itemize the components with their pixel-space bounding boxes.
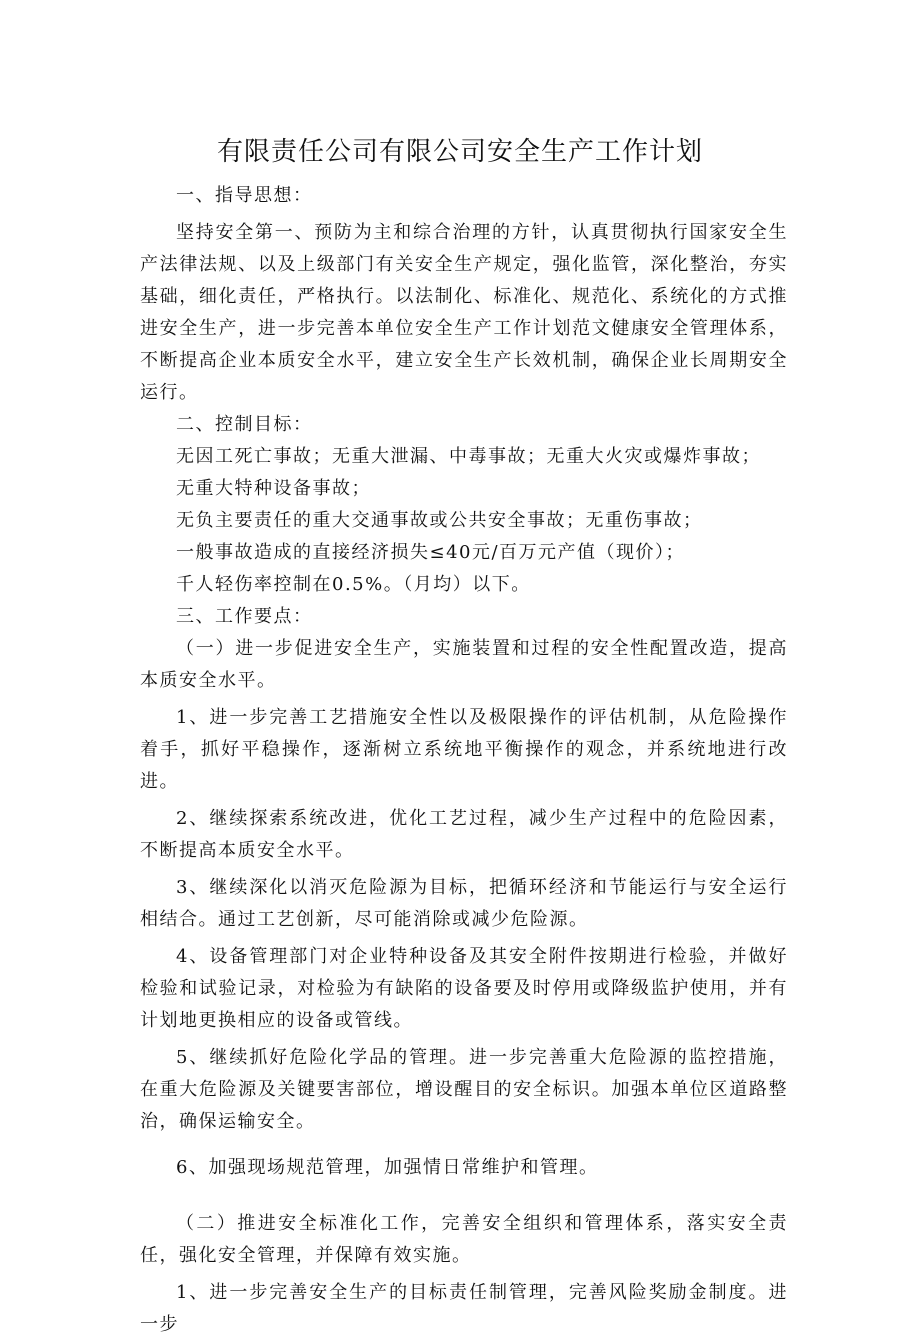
target-item: 无重大特种设备事故； xyxy=(176,478,371,499)
work-point-item: 5、继续抓好危险化学品的管理。进一步完善重大危险源的监控措施，在重大危险源及关键要害部位，增设醒目的安全标识。加强本单位区道路整治，确保运输安全。 xyxy=(140,1047,788,1132)
section-heading-guiding-ideology: 一、指导思想： xyxy=(176,185,313,206)
target-item: 一般事故造成的直接经济损失≤40元/百万元产值（现价）； xyxy=(176,542,686,563)
subsection-heading-1: （一）进一步促进安全生产，实施装置和过程的安全性配置改造，提高本质安全水平。 xyxy=(140,638,788,691)
subsection-heading-2: （二）推进安全标准化工作，完善安全组织和管理体系，落实安全责任，强化安全管理，并保障有效实施。 xyxy=(140,1213,788,1266)
target-item: 千人轻伤率控制在0.5%。（月均）以下。 xyxy=(176,574,531,595)
work-point-item: 1、进一步完善安全生产的目标责任制管理，完善风险奖励金制度。进一步 xyxy=(140,1282,788,1335)
work-point-item: 2、继续探索系统改进，优化工艺过程，减少生产过程中的危险因素，不断提高本质安全水平。 xyxy=(140,808,788,861)
target-item: 无因工死亡事故；无重大泄漏、中毒事故；无重大火灾或爆炸事故； xyxy=(176,446,761,467)
work-point-item: 4、设备管理部门对企业特种设备及其安全附件按期进行检验，并做好检验和试验记录，对检验为有缺陷的设备要及时停用或降级监护使用，并有计划地更换相应的设备或管线。 xyxy=(140,946,788,1031)
document-body xyxy=(140,180,788,1341)
document-title: 有限责任公司有限公司安全生产工作计划 xyxy=(216,137,703,167)
work-point-item: 1、进一步完善工艺措施安全性以及极限操作的评估机制，从危险操作着手，抓好平稳操作，逐渐树立系统地平衡操作的观念，并系统地进行改进。 xyxy=(140,707,788,792)
section-heading-work-points: 三、工作要点： xyxy=(176,606,313,627)
section-heading-control-targets: 二、控制目标： xyxy=(176,414,313,435)
paragraph-guiding-ideology: 坚持安全第一、预防为主和综合治理的方针，认真贯彻执行国家安全生产法律法规、以及上级部门有关安全生产规定，强化监管，深化整治，夯实基础，细化责任，严格执行。以法制化、标准化、规范化、系统化的方式推进安全生产，进一步完善本单位安全生产工作计划范文健康安全管理体系，不断提高企业本质安全水平，建立安全生产长效机制，确保企业长周期安全运行。 xyxy=(140,222,788,403)
work-point-item: 6、加强现场规范管理，加强情日常维护和管理。 xyxy=(176,1157,599,1178)
target-item: 无负主要责任的重大交通事故或公共安全事故；无重伤事故； xyxy=(176,510,703,531)
work-point-item: 3、继续深化以消灭危险源为目标，把循环经济和节能运行与安全运行相结合。通过工艺创新，尽可能消除或减少危险源。 xyxy=(140,877,788,930)
